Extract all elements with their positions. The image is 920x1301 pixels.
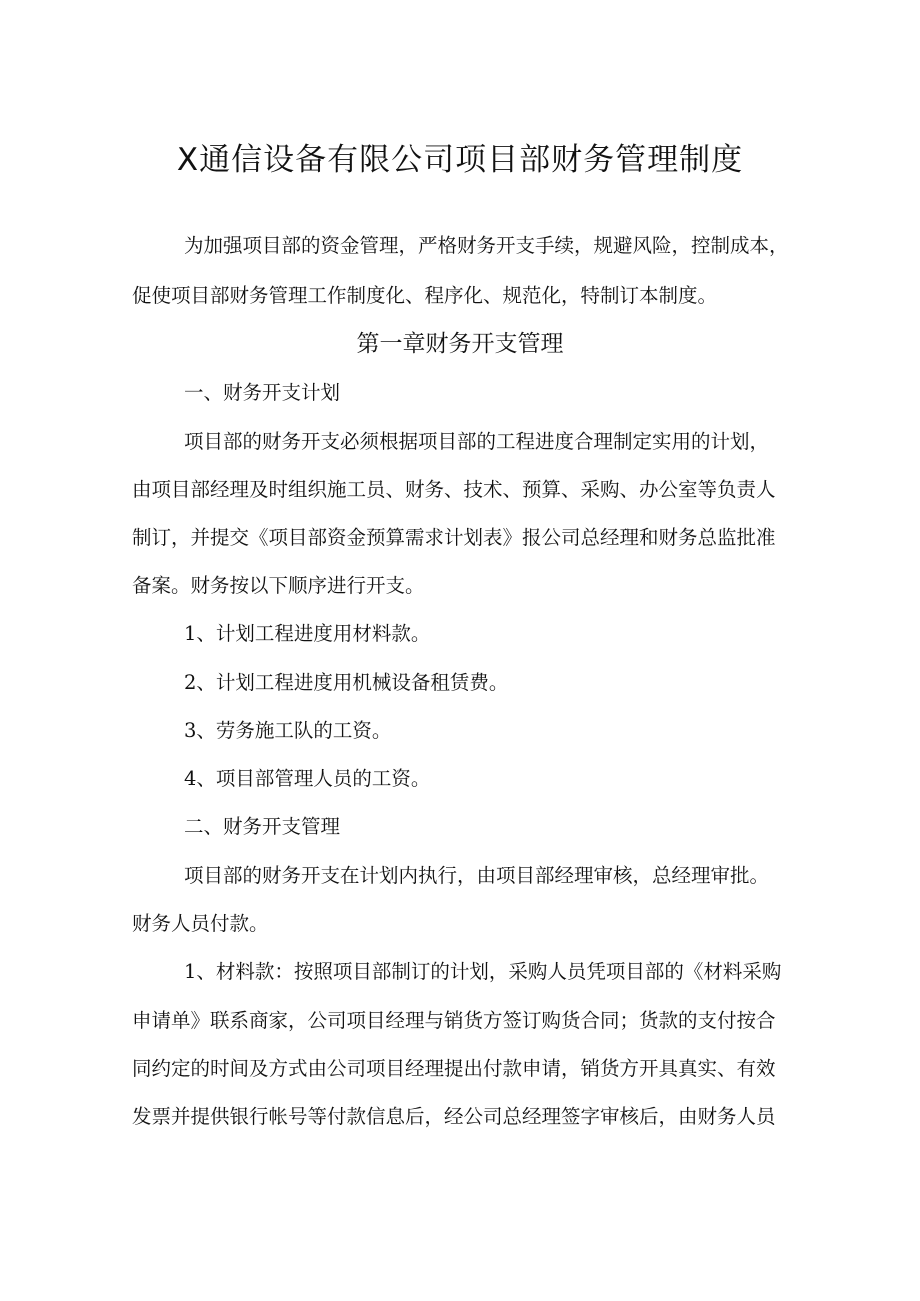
section-heading: 一、财务开支计划 xyxy=(184,381,341,404)
list-item: 3、劳务施工队的工资。 xyxy=(184,719,392,742)
paragraph-line: 发票并提供银行帐号等付款信息后，经公司总经理签字审核后，由财务人员 xyxy=(132,1105,776,1128)
paragraph-line: 1、材料款：按照项目部制订的计划，采购人员凭项目部的《材料采购 xyxy=(184,960,782,983)
chapter-heading: 第一章财务开支管理 xyxy=(356,331,564,357)
list-item: 1、计划工程进度用材料款。 xyxy=(184,622,431,645)
paragraph-line: 项目部的财务开支必须根据项目部的工程进度合理制定实用的计划， xyxy=(184,430,770,453)
document-title: X通信设备有限公司项目部财务管理制度 xyxy=(176,142,744,178)
paragraph-line: 备案。财务按以下顺序进行开支。 xyxy=(132,574,425,597)
paragraph-line: 由项目部经理及时组织施工员、财务、技术、预算、采购、办公室等负责人 xyxy=(132,478,776,501)
paragraph-line: 财务人员付款。 xyxy=(132,912,269,935)
paragraph-line: 促使项目部财务管理工作制度化、程序化、规范化，特制订本制度。 xyxy=(132,284,718,307)
paragraph-line: 项目部的财务开支在计划内执行，由项目部经理审核，总经理审批。 xyxy=(184,864,770,887)
list-item: 4、项目部管理人员的工资。 xyxy=(184,767,431,790)
paragraph-line: 为加强项目部的资金管理，严格财务开支手续，规避风险，控制成本， xyxy=(184,234,789,257)
paragraph-line: 同约定的时间及方式由公司项目经理提出付款申请，销货方开具真实、有效 xyxy=(132,1057,776,1080)
paragraph-line: 制订，并提交《项目部资金预算需求计划表》报公司总经理和财务总监批准 xyxy=(132,526,776,549)
section-heading: 二、财务开支管理 xyxy=(184,815,341,838)
paragraph-line: 申请单》联系商家，公司项目经理与销货方签订购货合同；货款的支付按合 xyxy=(132,1009,776,1032)
list-item: 2、计划工程进度用机械设备租赁费。 xyxy=(184,671,509,694)
